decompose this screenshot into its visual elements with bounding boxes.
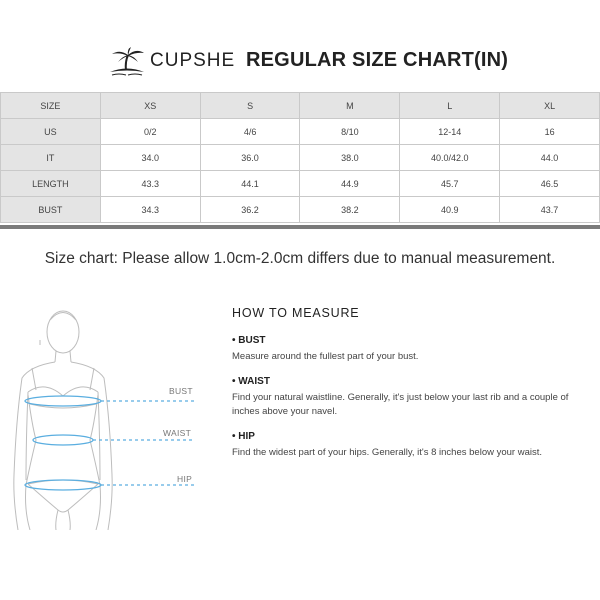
palm-tree-island-icon: [106, 46, 148, 78]
table-cell: 8/10: [300, 119, 400, 145]
table-cell: 36.0: [200, 145, 300, 171]
how-to-measure-section: [232, 306, 597, 472]
table-cell: 4/6: [200, 119, 300, 145]
header: [0, 44, 600, 78]
size-table: [0, 92, 600, 223]
row-label: BUST: [1, 197, 101, 223]
column-header: S: [200, 93, 300, 119]
column-header: XS: [100, 93, 200, 119]
measure-heading: • BUST: [232, 335, 266, 346]
bust-label: BUST: [169, 386, 193, 396]
row-label: IT: [1, 145, 101, 171]
table-header-row: [1, 93, 600, 119]
table-cell: 38.2: [300, 197, 400, 223]
measure-description: Find your natural waistline. Generally, it's just below your last rib and a couple of inches above your navel.: [232, 392, 569, 417]
table-cell: 45.7: [400, 171, 500, 197]
measure-heading: • HIP: [232, 431, 255, 442]
body-measurement-figure: [0, 300, 215, 530]
table-row: [1, 119, 600, 145]
table-cell: 12-14: [400, 119, 500, 145]
hip-label: HIP: [177, 474, 193, 484]
table-cell: 16: [500, 119, 600, 145]
column-header: M: [300, 93, 400, 119]
chart-title: REGULAR SIZE CHART(IN): [246, 49, 509, 71]
how-to-measure-title: HOW TO MEASURE: [232, 306, 360, 320]
table-cell: 43.7: [500, 197, 600, 223]
table-cell: 34.3: [100, 197, 200, 223]
column-header: L: [400, 93, 500, 119]
table-row: [1, 171, 600, 197]
table-cell: 44.0: [500, 145, 600, 171]
table-cell: 40.9: [400, 197, 500, 223]
table-cell: 34.0: [100, 145, 200, 171]
row-label: LENGTH: [1, 171, 101, 197]
table-cell: 44.9: [300, 171, 400, 197]
table-row: [1, 145, 600, 171]
table-row: [1, 197, 600, 223]
column-header: XL: [500, 93, 600, 119]
column-header: SIZE: [1, 93, 101, 119]
table-bottom-bar: [0, 225, 600, 229]
measure-item-waist: [232, 376, 597, 419]
table-cell: 0/2: [100, 119, 200, 145]
waist-label: WAIST: [163, 428, 192, 438]
row-label: US: [1, 119, 101, 145]
brand-name: CUPSHE: [150, 50, 236, 71]
measure-description: Find the widest part of your hips. Generally, it's 8 inches below your waist.: [232, 447, 543, 458]
size-note: Size chart: Please allow 1.0cm-2.0cm differs due to manual measurement.: [44, 250, 556, 267]
measure-heading: • WAIST: [232, 376, 270, 387]
body-silhouette-icon: [0, 300, 215, 530]
table-cell: 38.0: [300, 145, 400, 171]
table-cell: 46.5: [500, 171, 600, 197]
measure-item-bust: [232, 335, 597, 364]
measure-item-hip: [232, 431, 597, 460]
table-cell: 36.2: [200, 197, 300, 223]
table-cell: 43.3: [100, 171, 200, 197]
table-cell: 44.1: [200, 171, 300, 197]
measure-description: Measure around the fullest part of your bust.: [232, 351, 419, 362]
table-cell: 40.0/42.0: [400, 145, 500, 171]
